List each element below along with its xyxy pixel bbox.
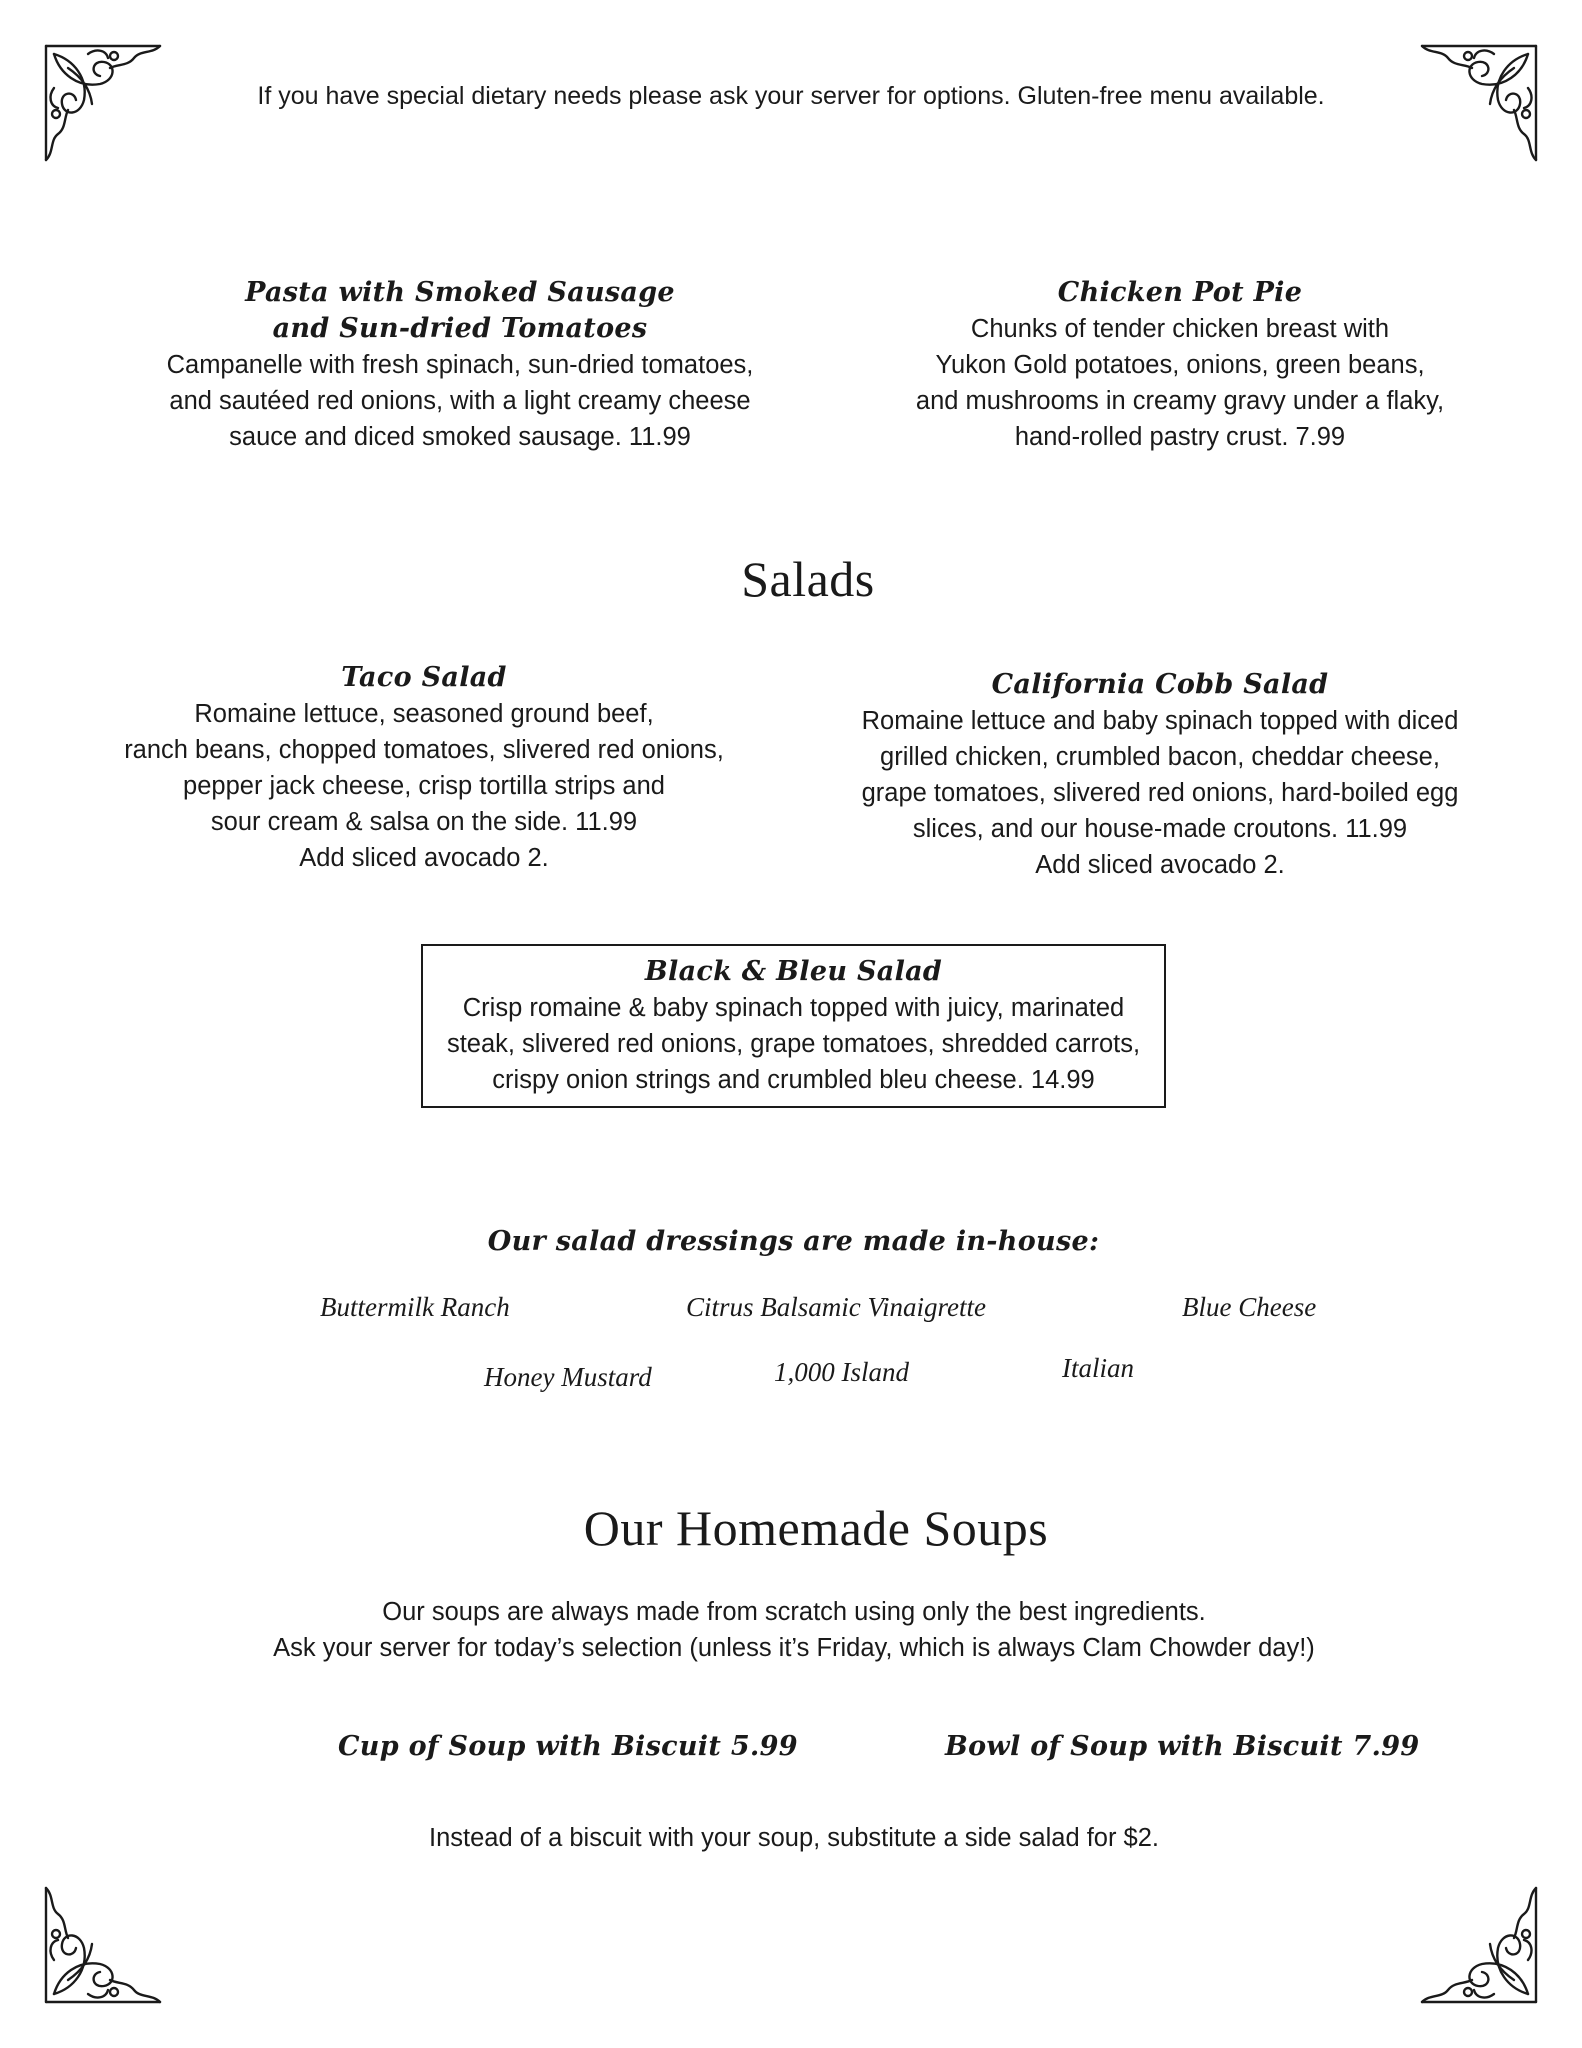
item-title: California Cobb Salad [991,669,1329,700]
menu-item-pasta [60,275,860,455]
item-description [423,990,1164,1098]
item-desc-line: crispy onion strings and crumbled bleu cheese. 14.99 [492,1066,1095,1094]
dressings-heading: Our salad dressings are made in-house: [487,1226,1100,1257]
dressing-item: Italian [1062,1353,1134,1383]
dressing-item: Honey Mustard [484,1362,652,1392]
item-desc-line: pepper jack cheese, crisp tortilla strips and [183,772,665,800]
item-desc-line: sour cream & salsa on the side. 11.99 [210,808,638,836]
corner-ornament-bottom-left [44,1882,166,2004]
item-title [780,275,1580,311]
item-desc-line: sauce and diced smoked sausage. 11.99 [229,423,691,451]
soup-option-bowl: Bowl of Soup with Biscuit 7.99 [945,1731,1420,1762]
soups-intro-line: Ask your server for today’s selection (unless it’s Friday, which is always Clam Chowder day!) [273,1634,1315,1662]
item-description [780,311,1580,455]
dressing-item: 1,000 Island [774,1357,909,1387]
soups-heading: Our Homemade Soups [583,1500,1049,1556]
item-desc-line: grape tomatoes, slivered red onions, hard-boiled egg [861,779,1459,807]
item-title-line: and Sun-dried Tomatoes [272,313,648,344]
menu-item-taco-salad [24,660,824,876]
item-description [760,703,1560,883]
item-title: Black & Bleu Salad [644,956,943,987]
item-desc-line: and mushrooms in creamy gravy under a flaky, [915,387,1445,415]
item-desc-line: steak, slivered red onions, grape tomatoes, shredded carrots, [446,1030,1141,1058]
item-desc-line: Add sliced avocado 2. [1035,851,1285,879]
item-desc-line: Crisp romaine & baby spinach topped with juicy, marinated [462,994,1125,1022]
item-description [24,696,824,876]
dietary-notice: If you have special dietary needs please ask your server for options. Gluten-free menu available. [257,82,1325,110]
soup-option-cup: Cup of Soup with Biscuit 5.99 [338,1731,798,1762]
soups-intro-line: Our soups are always made from scratch using only the best ingredients. [382,1598,1206,1626]
salads-heading: Salads [741,551,875,607]
item-desc-line: ranch beans, chopped tomatoes, slivered red onions, [124,736,724,764]
featured-salad-box [421,944,1166,1108]
item-desc-line: Romaine lettuce and baby spinach topped with diced [861,707,1459,735]
soups-intro [0,1594,1582,1666]
dressing-item: Buttermilk Ranch [320,1292,510,1322]
soup-substitution-note: Instead of a biscuit with your soup, substitute a side salad for $2. [429,1824,1159,1852]
item-title: Taco Salad [341,662,507,693]
dressing-item: Blue Cheese [1182,1292,1317,1322]
item-desc-line: Chunks of tender chicken breast with [970,315,1390,343]
menu-item-california-cobb-salad [760,667,1560,883]
menu-item-chicken-pot-pie [780,275,1580,455]
item-title-line: Chicken Pot Pie [1057,277,1303,308]
item-desc-line: grilled chicken, crumbled bacon, cheddar cheese, [880,743,1440,771]
item-description [60,347,860,455]
item-desc-line: and sautéed red onions, with a light creamy cheese [169,387,751,415]
item-desc-line: Yukon Gold potatoes, onions, green beans, [935,351,1425,379]
item-desc-line: Add sliced avocado 2. [299,844,549,872]
item-title [60,275,860,347]
item-desc-line: hand-rolled pastry crust. 7.99 [1014,423,1346,451]
item-desc-line: Campanelle with fresh spinach, sun-dried tomatoes, [166,351,754,379]
item-desc-line: slices, and our house-made croutons. 11.99 [912,815,1408,843]
item-title-line: Pasta with Smoked Sausage [245,277,675,308]
corner-ornament-bottom-right [1416,1882,1538,2004]
item-desc-line: Romaine lettuce, seasoned ground beef, [194,700,654,728]
dressing-item: Citrus Balsamic Vinaigrette [686,1292,986,1322]
